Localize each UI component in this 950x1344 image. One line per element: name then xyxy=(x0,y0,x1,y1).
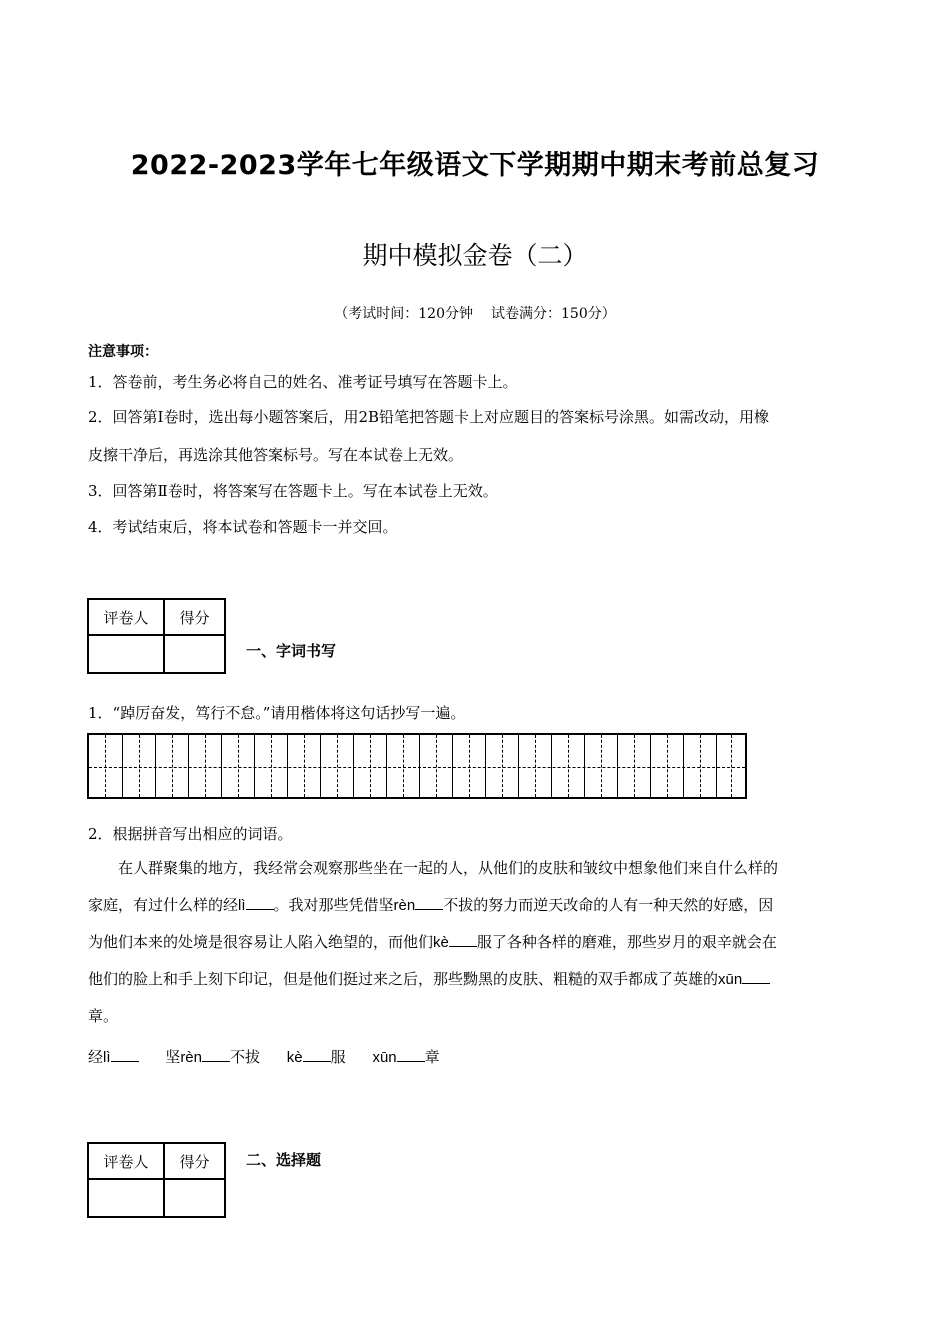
answer-blank[interactable] xyxy=(111,1049,139,1062)
score-header: 得分 xyxy=(164,599,225,635)
notes-heading: 注意事项： xyxy=(88,344,158,360)
score-header: 得分 xyxy=(164,1143,225,1179)
grader-header: 评卷人 xyxy=(88,599,164,635)
passage-line: 为他们本来的处境是很容易让人陷入绝望的，而他们kè 服了各种各样的磨难，那些岁月的艰辛就会在 xyxy=(88,933,777,951)
grid-cell[interactable] xyxy=(155,735,189,797)
question-2: 2．根据拼音写出相应的词语。 xyxy=(88,825,293,843)
grid-cell[interactable] xyxy=(518,735,552,797)
section-2-title: 二、选择题 xyxy=(246,1151,322,1169)
answer-row: 经lì 坚rèn 不拔 kè 服 xūn 章 xyxy=(88,1048,440,1066)
note-item-2: 2．回答第Ⅰ卷时，选出每小题答案后，用2B铅笔把答题卡上对应题目的答案标号涂黑。如需改动，用橡 xyxy=(88,408,770,426)
grid-cell[interactable] xyxy=(353,735,387,797)
grid-cell[interactable] xyxy=(584,735,618,797)
passage-line: 章。 xyxy=(88,1007,119,1025)
score-cell[interactable] xyxy=(164,1179,225,1217)
note-item-3: 3．回答第Ⅱ卷时，将答案写在答题卡上。写在本试卷上无效。 xyxy=(88,482,498,500)
answer-blank[interactable] xyxy=(397,1049,425,1062)
grid-cell[interactable] xyxy=(320,735,354,797)
answer-blank[interactable] xyxy=(246,897,274,910)
grader-cell[interactable] xyxy=(88,635,164,673)
grid-cell[interactable] xyxy=(221,735,255,797)
writing-grid[interactable] xyxy=(87,733,747,799)
score-table-1 xyxy=(87,598,226,674)
note-item-4: 4．考试结束后，将本试卷和答题卡一并交回。 xyxy=(88,518,398,536)
exam-subtitle: 期中模拟金卷（二） xyxy=(362,241,588,270)
answer-blank[interactable] xyxy=(415,897,443,910)
passage-line: 他们的脸上和手上刻下印记，但是他们挺过来之后，那些黝黑的皮肤、粗糙的双手都成了英雄的xūn xyxy=(88,961,858,998)
exam-time: （考试时间：120分钟 xyxy=(334,306,473,322)
passage-line: 家庭，有过什么样的经lì 。我对那些凭借坚rèn 不拔的努力而逆天改命的人有一种天然的好感，因 xyxy=(88,896,774,914)
grader-cell[interactable] xyxy=(88,1179,164,1217)
full-score: 试卷满分：150分） xyxy=(491,306,616,322)
grid-cell[interactable] xyxy=(89,735,122,797)
grid-cell[interactable] xyxy=(683,735,717,797)
note-item-1: 1．答卷前，考生务必将自己的姓名、准考证号填写在答题卡上。 xyxy=(88,373,518,391)
grid-cell[interactable] xyxy=(551,735,585,797)
grid-cell[interactable] xyxy=(716,735,746,797)
section-1-title: 一、字词书写 xyxy=(246,642,337,660)
passage-line: 在人群聚集的地方，我经常会观察那些坐在一起的人，从他们的皮肤和皱纹中想象他们来自什么样的 xyxy=(118,859,779,877)
grid-cell[interactable] xyxy=(122,735,156,797)
score-table-2 xyxy=(87,1142,226,1218)
score-cell[interactable] xyxy=(164,635,225,673)
grid-cell[interactable] xyxy=(485,735,519,797)
grader-header: 评卷人 xyxy=(88,1143,164,1179)
exam-info xyxy=(0,303,950,323)
grid-cell[interactable] xyxy=(452,735,486,797)
exam-title: 2022-2023学年七年级语文下学期期中期末考前总复习 xyxy=(130,150,820,181)
grid-cell[interactable] xyxy=(419,735,453,797)
grid-cell[interactable] xyxy=(188,735,222,797)
answer-blank[interactable] xyxy=(449,934,477,947)
passage xyxy=(88,850,858,1035)
grid-cell[interactable] xyxy=(386,735,420,797)
grid-cell[interactable] xyxy=(650,735,684,797)
note-item-2-cont: 皮擦干净后，再选涂其他答案标号。写在本试卷上无效。 xyxy=(88,446,464,464)
grid-cell[interactable] xyxy=(287,735,321,797)
answer-blank[interactable] xyxy=(742,971,770,984)
answer-blank[interactable] xyxy=(202,1049,230,1062)
question-1: 1．“踔厉奋发，笃行不怠。”请用楷体将这句话抄写一遍。 xyxy=(88,704,466,722)
grid-cell[interactable] xyxy=(617,735,651,797)
grid-cell[interactable] xyxy=(254,735,288,797)
answer-blank[interactable] xyxy=(303,1049,331,1062)
